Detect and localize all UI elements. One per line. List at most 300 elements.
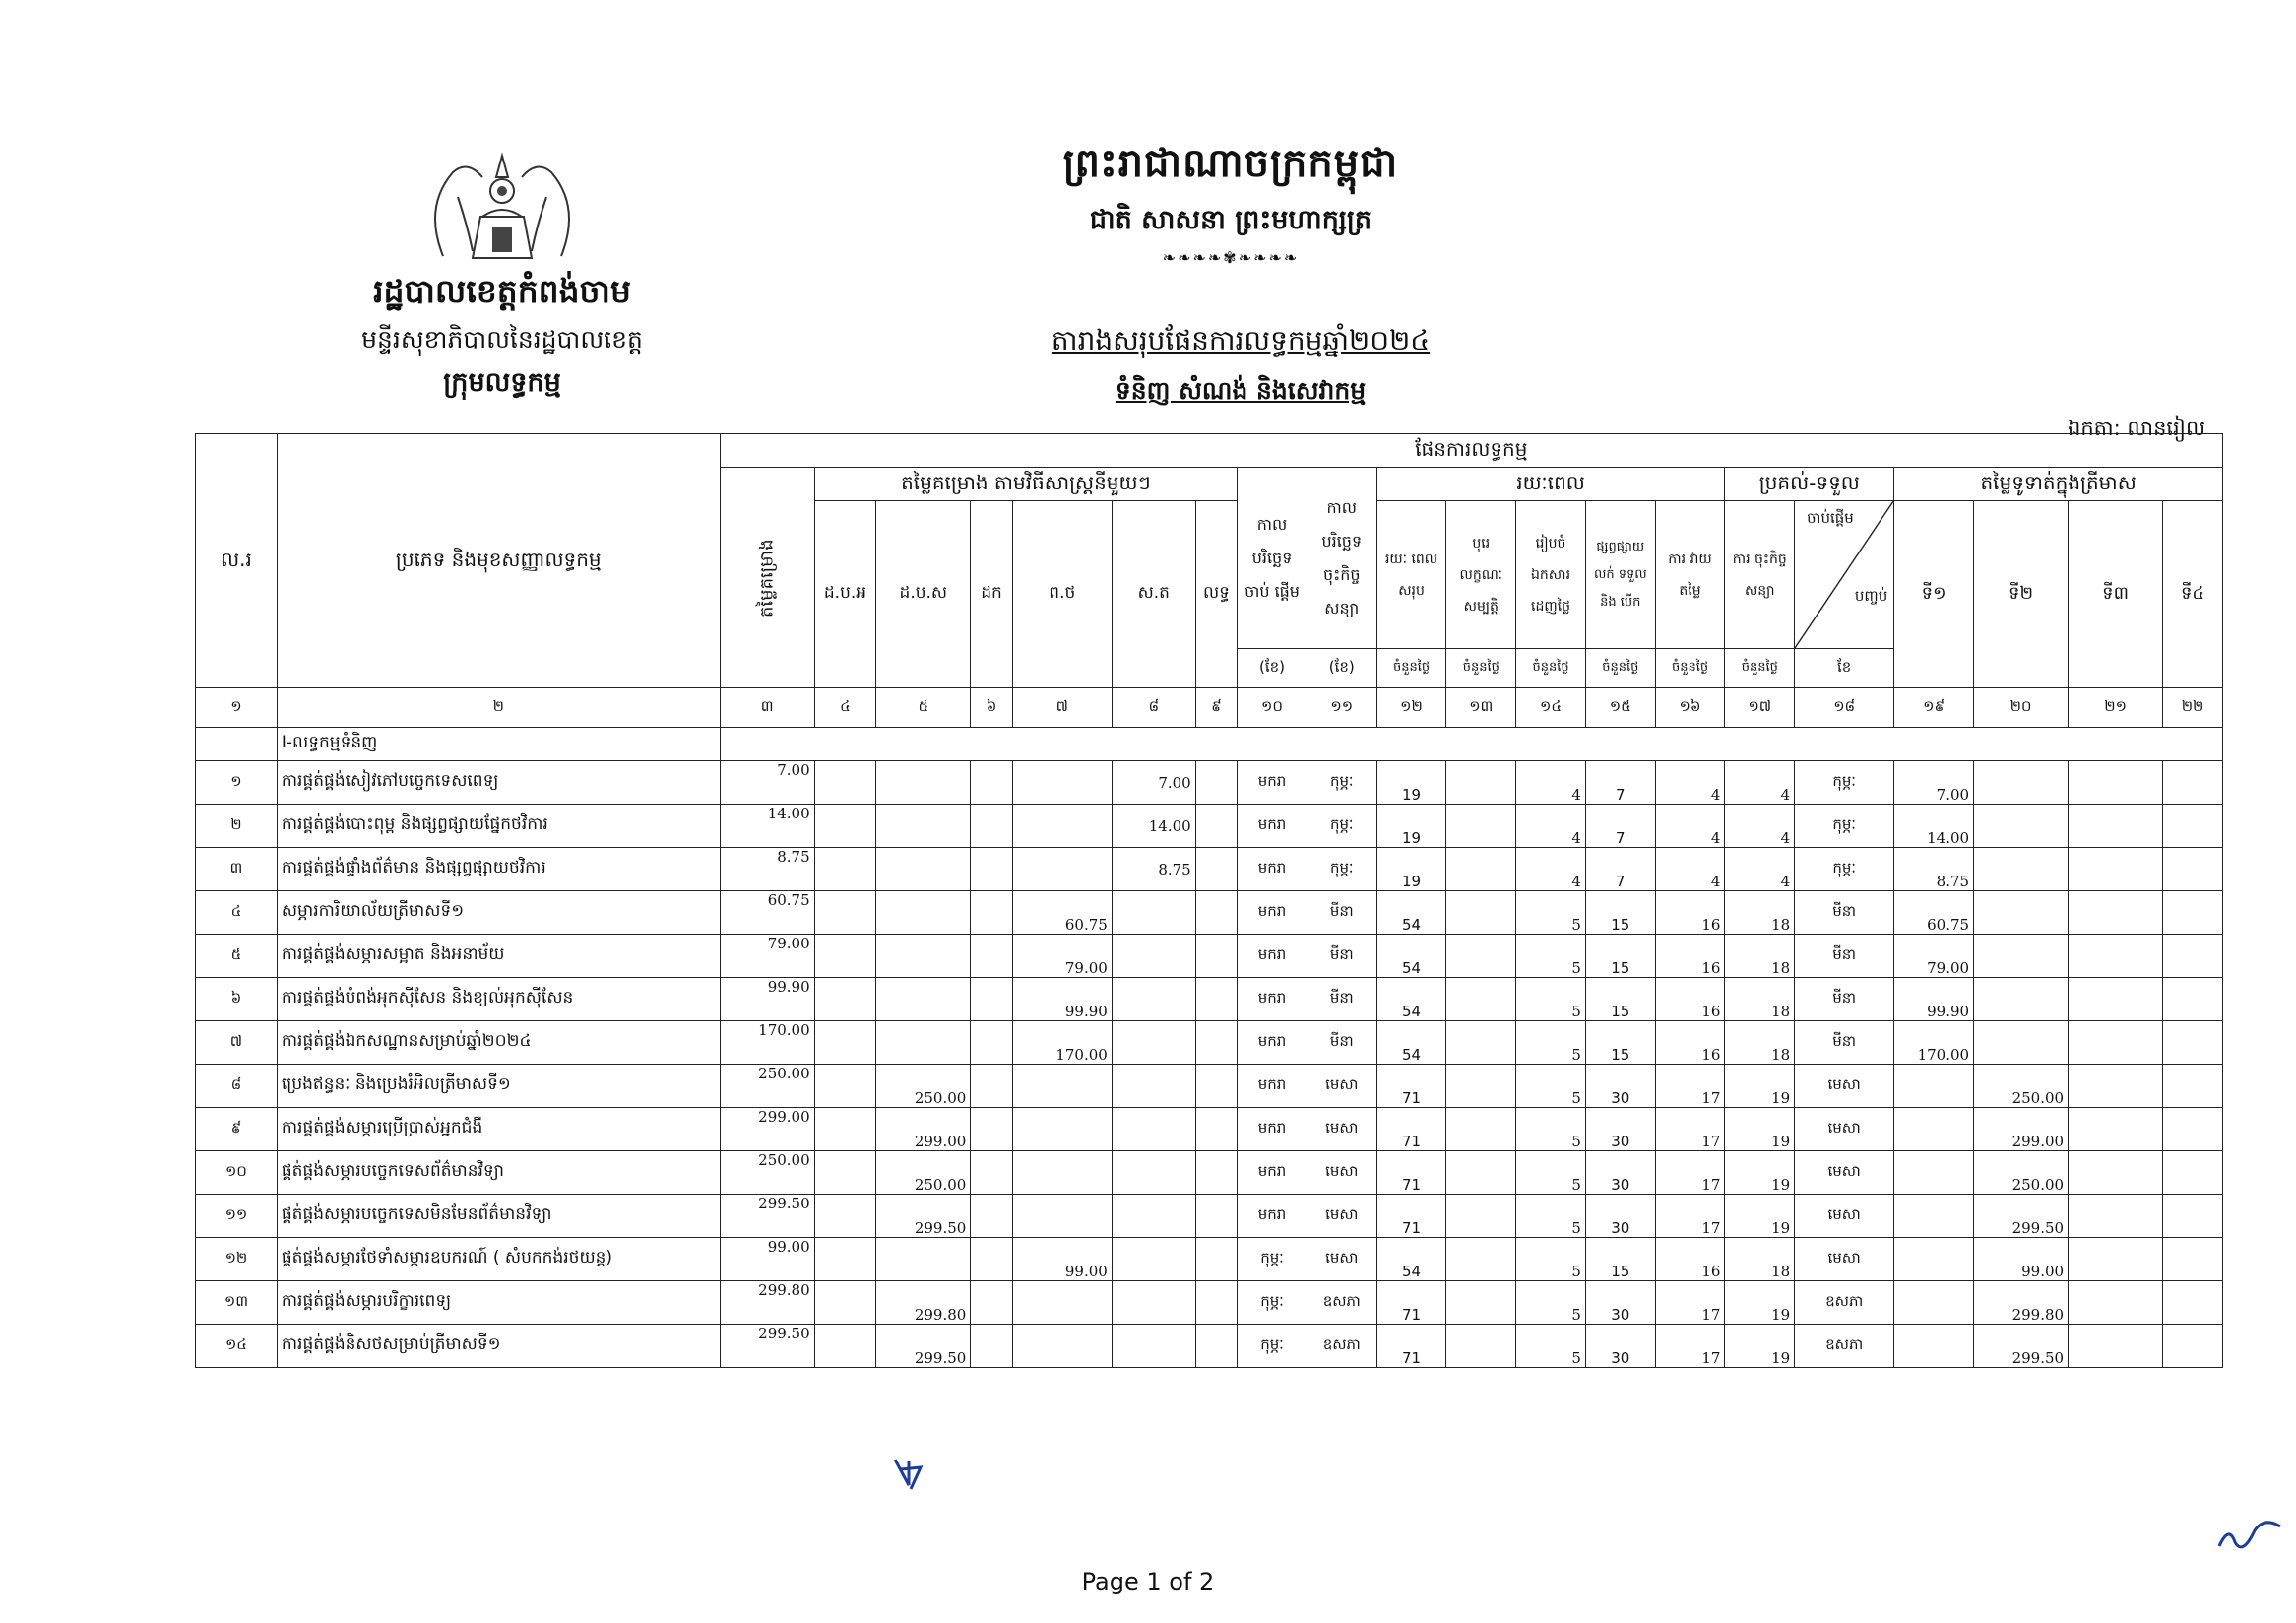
budget-value: 8.75 — [720, 848, 814, 891]
delivery-month: ឧសភា — [1795, 1325, 1894, 1368]
royal-emblem-icon — [414, 148, 591, 264]
item-name: ផ្គត់ផ្គង់សម្ភារបច្ចេកទេសព័ត៌មានវិទ្យា — [277, 1151, 720, 1195]
src-dbs-value: 299.80 — [876, 1281, 971, 1325]
section-title: I-លទ្ធកម្មទំនិញ — [277, 728, 720, 761]
row-number: ២ — [196, 805, 278, 848]
quarter-2-value: 99.00 — [1974, 1238, 2069, 1281]
src-dk-value — [971, 761, 1012, 805]
header-plan: ផែនការលទ្ធកម្ម — [720, 434, 2222, 468]
quarter-2-value — [1974, 935, 2069, 978]
quarter-3-value — [2069, 761, 2163, 805]
column-number-cell: ៥ — [876, 688, 971, 728]
delivery-month: មីនា — [1795, 935, 1894, 978]
delivery-month: មេសា — [1795, 1238, 1894, 1281]
budget-value: 99.00 — [720, 1238, 814, 1281]
duration-total: 54 — [1376, 891, 1446, 935]
column-number-cell: ៣ — [720, 688, 814, 728]
src-dba-value — [814, 935, 876, 978]
src-dk-value — [971, 1151, 1012, 1195]
quarter-1-value — [1894, 1281, 1974, 1325]
quarter-3-value — [2069, 1195, 2163, 1238]
page-number: Page 1 of 2 — [1081, 1568, 1215, 1595]
sign-month: ឧសភា — [1307, 1325, 1376, 1368]
header-sign-unit: (ខែ) — [1307, 649, 1376, 688]
duration-contract: 4 — [1725, 761, 1795, 805]
header-days: ចំនួនថ្ងៃ — [1585, 649, 1655, 688]
budget-value: 99.90 — [720, 978, 814, 1021]
duration-pre — [1446, 761, 1516, 805]
duration-total: 54 — [1376, 1238, 1446, 1281]
item-name: ការផ្គត់ផ្គង់សម្ភារសម្អាត និងអនាម័យ — [277, 935, 720, 978]
duration-pre — [1446, 1021, 1516, 1065]
header-src-pt: ព.ថ — [1012, 501, 1112, 688]
src-lt-value — [1195, 805, 1237, 848]
src-dbs-value — [876, 1021, 971, 1065]
duration-prep: 5 — [1516, 935, 1586, 978]
src-lt-value — [1195, 1065, 1237, 1108]
duration-prep: 5 — [1516, 978, 1586, 1021]
header-q2: ទី២ — [1974, 501, 2069, 688]
budget-value: 60.75 — [720, 891, 814, 935]
duration-prep: 5 — [1516, 1108, 1586, 1151]
quarter-4-value — [2163, 1021, 2223, 1065]
header-sign: កាល បរិច្ឆេទ ចុះកិច្ច សន្យា — [1307, 468, 1376, 649]
delivery-month: មេសា — [1795, 1108, 1894, 1151]
src-dk-value — [971, 805, 1012, 848]
duration-adv: 30 — [1585, 1325, 1655, 1368]
table-row — [196, 1065, 2223, 1108]
quarter-2-value — [1974, 761, 2069, 805]
header-group-source: តម្លៃគម្រោង តាមវិធីសាស្ត្រនីមួយៗ — [814, 468, 1238, 501]
src-dba-value — [814, 1108, 876, 1151]
quarter-1-value — [1894, 1195, 1974, 1238]
duration-prep: 5 — [1516, 1238, 1586, 1281]
item-name: ការផ្គត់ផ្គង់សៀវភៅបច្ចេកទេសពេទ្យ — [277, 761, 720, 805]
header-diag-start: ចាប់ផ្តើម — [1807, 509, 1854, 527]
quarter-1-value: 7.00 — [1894, 761, 1974, 805]
start-month: មករា — [1238, 1195, 1307, 1238]
quarter-4-value — [2163, 1325, 2223, 1368]
duration-total: 71 — [1376, 1195, 1446, 1238]
duration-eval: 16 — [1655, 1021, 1725, 1065]
row-number: ៦ — [196, 978, 278, 1021]
src-st-value — [1112, 935, 1195, 978]
header-dur-pre: បុរេ លក្ខណៈ សម្បត្តិ — [1446, 501, 1516, 649]
delivery-month: ឧសភា — [1795, 1281, 1894, 1325]
src-dk-value — [971, 891, 1012, 935]
src-dba-value — [814, 1325, 876, 1368]
header-q3: ទី៣ — [2069, 501, 2163, 688]
duration-total: 71 — [1376, 1325, 1446, 1368]
quarter-2-value — [1974, 1021, 2069, 1065]
duration-contract: 19 — [1725, 1281, 1795, 1325]
src-pt-value — [1012, 1281, 1112, 1325]
header-month: ខែ — [1795, 649, 1894, 688]
duration-pre — [1446, 848, 1516, 891]
start-month: មករា — [1238, 1108, 1307, 1151]
quarter-3-value — [2069, 848, 2163, 891]
header-dur-eval: ការ វាយ តម្លៃ — [1655, 501, 1725, 649]
duration-total: 19 — [1376, 805, 1446, 848]
quarter-2-value: 299.50 — [1974, 1325, 2069, 1368]
header-dur-prep: រៀបចំ ឯកសារ ដេញថ្លៃ — [1516, 501, 1586, 649]
table-row — [196, 848, 2223, 891]
item-name: ការផ្គត់ផ្គង់សម្ភារបរិក្ខារពេទ្យ — [277, 1281, 720, 1325]
item-name: ការផ្គត់ផ្គង់ផ្ទាំងព័ត៌មាន និងផ្សព្វផ្សាយថវិការ — [277, 848, 720, 891]
src-dk-value — [971, 1238, 1012, 1281]
src-lt-value — [1195, 978, 1237, 1021]
header-days: ចំនួនថ្ងៃ — [1655, 649, 1725, 688]
budget-value: 299.50 — [720, 1325, 814, 1368]
src-st-value — [1112, 978, 1195, 1021]
quarter-2-value: 299.80 — [1974, 1281, 2069, 1325]
start-month: កុម្ភៈ — [1238, 1325, 1307, 1368]
duration-contract: 19 — [1725, 1195, 1795, 1238]
row-number: ១៣ — [196, 1281, 278, 1325]
header-days: ចំនួនថ្ងៃ — [1446, 649, 1516, 688]
duration-prep: 5 — [1516, 891, 1586, 935]
quarter-2-value: 299.00 — [1974, 1108, 2069, 1151]
duration-prep: 5 — [1516, 1021, 1586, 1065]
quarter-4-value — [2163, 1108, 2223, 1151]
duration-adv: 15 — [1585, 1238, 1655, 1281]
quarter-3-value — [2069, 935, 2163, 978]
src-lt-value — [1195, 1195, 1237, 1238]
src-pt-value: 99.00 — [1012, 1238, 1112, 1281]
duration-eval: 16 — [1655, 891, 1725, 935]
row-number: ៨ — [196, 1065, 278, 1108]
budget-value: 250.00 — [720, 1065, 814, 1108]
src-dba-value — [814, 1195, 876, 1238]
quarter-1-value: 99.90 — [1894, 978, 1974, 1021]
document-subtitle: ទំនិញ សំណង់ និងសេវាកម្ម — [1115, 376, 1367, 405]
budget-value: 79.00 — [720, 935, 814, 978]
table-row — [196, 805, 2223, 848]
quarter-2-value — [1974, 891, 2069, 935]
start-month: កុម្ភៈ — [1238, 1281, 1307, 1325]
column-number-cell: ៩ — [1195, 688, 1237, 728]
start-month: កុម្ភៈ — [1238, 1238, 1307, 1281]
src-st-value — [1112, 1238, 1195, 1281]
src-pt-value — [1012, 1108, 1112, 1151]
src-dba-value — [814, 1065, 876, 1108]
item-name: ផ្គត់ផ្គង់សម្ភារបច្ចេកទេសមិនមែនព័ត៌មានវិទ្យា — [277, 1195, 720, 1238]
duration-contract: 4 — [1725, 848, 1795, 891]
quarter-1-value — [1894, 1065, 1974, 1108]
table-body — [196, 761, 2223, 1368]
column-number-cell: ១៩ — [1894, 688, 1974, 728]
quarter-1-value: 8.75 — [1894, 848, 1974, 891]
delivery-month: មីនា — [1795, 1021, 1894, 1065]
unit-note: ឯកតា: លានរៀល — [2068, 417, 2205, 440]
src-pt-value — [1012, 1195, 1112, 1238]
row-number: ១២ — [196, 1238, 278, 1281]
row-number: ៤ — [196, 891, 278, 935]
src-st-value — [1112, 1151, 1195, 1195]
src-dbs-value: 250.00 — [876, 1151, 971, 1195]
src-dba-value — [814, 805, 876, 848]
quarter-1-value — [1894, 1325, 1974, 1368]
duration-contract: 18 — [1725, 1021, 1795, 1065]
src-pt-value — [1012, 805, 1112, 848]
src-dbs-value: 299.00 — [876, 1108, 971, 1151]
src-dbs-value — [876, 805, 971, 848]
row-number: ៣ — [196, 848, 278, 891]
item-name: សម្ភារការិយាល័យត្រីមាសទី១ — [277, 891, 720, 935]
header-days: ចំនួនថ្ងៃ — [1516, 649, 1586, 688]
duration-pre — [1446, 1281, 1516, 1325]
start-month: មករា — [1238, 978, 1307, 1021]
duration-eval: 16 — [1655, 1238, 1725, 1281]
start-month: មករា — [1238, 1151, 1307, 1195]
src-dk-value — [971, 1281, 1012, 1325]
header-group-delivery: ប្រគល់-ទទួល — [1725, 468, 1894, 501]
table-row — [196, 891, 2223, 935]
duration-eval: 17 — [1655, 1065, 1725, 1108]
duration-adv: 15 — [1585, 1021, 1655, 1065]
duration-pre — [1446, 935, 1516, 978]
kingdom-header — [925, 138, 1536, 267]
duration-adv: 30 — [1585, 1281, 1655, 1325]
header-start: កាល បរិច្ឆេទ ចាប់ ផ្តើម — [1238, 468, 1307, 649]
src-pt-value — [1012, 1151, 1112, 1195]
start-month: មករា — [1238, 935, 1307, 978]
header-src-st: ស.ត — [1112, 501, 1195, 688]
sign-month: មីនា — [1307, 1021, 1376, 1065]
duration-eval: 4 — [1655, 761, 1725, 805]
src-lt-value — [1195, 935, 1237, 978]
src-dk-value — [971, 1065, 1012, 1108]
header-src-lt: លទ្ធ — [1195, 501, 1237, 688]
quarter-1-value: 79.00 — [1894, 935, 1974, 978]
header-diagonal — [1795, 501, 1894, 649]
column-number-cell: ៧ — [1012, 688, 1112, 728]
src-st-value: 7.00 — [1112, 761, 1195, 805]
budget-value: 170.00 — [720, 1021, 814, 1065]
duration-prep: 5 — [1516, 1195, 1586, 1238]
quarter-4-value — [2163, 1238, 2223, 1281]
src-lt-value — [1195, 1238, 1237, 1281]
header-src-dbs: ដ.ប.ស — [876, 501, 971, 688]
table-row — [196, 1021, 2223, 1065]
duration-eval: 17 — [1655, 1151, 1725, 1195]
column-number-cell: ១១ — [1307, 688, 1376, 728]
sign-month: មីនា — [1307, 935, 1376, 978]
duration-total: 19 — [1376, 848, 1446, 891]
column-number-cell: ១៤ — [1516, 688, 1586, 728]
sign-month: មេសា — [1307, 1065, 1376, 1108]
start-month: មករា — [1238, 891, 1307, 935]
src-dk-value — [971, 1021, 1012, 1065]
duration-prep: 4 — [1516, 848, 1586, 891]
sign-month: មេសា — [1307, 1195, 1376, 1238]
header-q4: ទី៤ — [2163, 501, 2223, 688]
src-dk-value — [971, 978, 1012, 1021]
quarter-3-value — [2069, 978, 2163, 1021]
budget-value: 299.00 — [720, 1108, 814, 1151]
column-number-cell: ២១ — [2069, 688, 2163, 728]
duration-prep: 5 — [1516, 1065, 1586, 1108]
src-dba-value — [814, 761, 876, 805]
quarter-2-value — [1974, 805, 2069, 848]
duration-pre — [1446, 1195, 1516, 1238]
duration-total: 19 — [1376, 761, 1446, 805]
agency-unit: ក្រុមលទ្ធកម្ម — [443, 367, 561, 398]
quarter-4-value — [2163, 891, 2223, 935]
table-row — [196, 761, 2223, 805]
quarter-1-value: 60.75 — [1894, 891, 1974, 935]
src-pt-value: 79.00 — [1012, 935, 1112, 978]
quarter-3-value — [2069, 1021, 2163, 1065]
src-dbs-value — [876, 761, 971, 805]
src-dbs-value — [876, 935, 971, 978]
header-dur-adv: ផ្សព្វផ្សាយ លក់ ទទួល និង បើក — [1585, 501, 1655, 649]
duration-prep: 5 — [1516, 1281, 1586, 1325]
quarter-1-value — [1894, 1108, 1974, 1151]
sign-month: កុម្ភៈ — [1307, 761, 1376, 805]
src-lt-value — [1195, 891, 1237, 935]
column-number-cell: ១០ — [1238, 688, 1307, 728]
duration-pre — [1446, 1238, 1516, 1281]
delivery-month: មេសា — [1795, 1151, 1894, 1195]
quarter-3-value — [2069, 1325, 2163, 1368]
src-dbs-value — [876, 1238, 971, 1281]
table-row — [196, 1281, 2223, 1325]
delivery-month: មីនា — [1795, 978, 1894, 1021]
duration-adv: 7 — [1585, 848, 1655, 891]
src-st-value — [1112, 1065, 1195, 1108]
column-number-cell: ១៧ — [1725, 688, 1795, 728]
quarter-1-value: 170.00 — [1894, 1021, 1974, 1065]
row-number: ៥ — [196, 935, 278, 978]
src-lt-value — [1195, 1151, 1237, 1195]
duration-pre — [1446, 1151, 1516, 1195]
src-dba-value — [814, 1238, 876, 1281]
delivery-month: កុម្ភៈ — [1795, 848, 1894, 891]
src-dk-value — [971, 1195, 1012, 1238]
sign-month: កុម្ភៈ — [1307, 848, 1376, 891]
table-row — [196, 1151, 2223, 1195]
quarter-4-value — [2163, 1281, 2223, 1325]
quarter-4-value — [2163, 978, 2223, 1021]
src-dba-value — [814, 1281, 876, 1325]
src-dba-value — [814, 1021, 876, 1065]
quarter-2-value: 299.50 — [1974, 1195, 2069, 1238]
header-src-dk: ដក — [971, 501, 1012, 688]
header-no: ល.រ — [196, 434, 278, 688]
src-dba-value — [814, 1151, 876, 1195]
quarter-4-value — [2163, 935, 2223, 978]
quarter-3-value — [2069, 1238, 2163, 1281]
column-number-cell: ១២ — [1376, 688, 1446, 728]
src-lt-value — [1195, 1108, 1237, 1151]
duration-prep: 4 — [1516, 761, 1586, 805]
column-number-cell: ១៣ — [1446, 688, 1516, 728]
table-row — [196, 935, 2223, 978]
table-row — [196, 1325, 2223, 1368]
duration-adv: 7 — [1585, 761, 1655, 805]
src-dk-value — [971, 1325, 1012, 1368]
start-month: មករា — [1238, 761, 1307, 805]
duration-eval: 4 — [1655, 848, 1725, 891]
ornament-divider: ❧❧❧❧✾❧❧❧❧ — [1162, 248, 1300, 267]
quarter-4-value — [2163, 1151, 2223, 1195]
column-number-cell: ២ — [277, 688, 720, 728]
src-lt-value — [1195, 1325, 1237, 1368]
agency-dept: មន្ទីរសុខាភិបាលនៃរដ្ឋបាលខេត្ត — [361, 325, 643, 354]
budget-value: 299.50 — [720, 1195, 814, 1238]
column-number-cell: ១៦ — [1655, 688, 1725, 728]
column-number-cell: ២២ — [2163, 688, 2223, 728]
src-pt-value — [1012, 1325, 1112, 1368]
src-st-value — [1112, 1108, 1195, 1151]
section-row — [196, 728, 2223, 761]
header-start-unit: (ខែ) — [1238, 649, 1307, 688]
src-dk-value — [971, 935, 1012, 978]
item-name: ការផ្គត់ផ្គង់ឯកសណ្ឋានសម្រាប់ឆ្នាំ២០២៤ — [277, 1021, 720, 1065]
duration-eval: 17 — [1655, 1195, 1725, 1238]
header-days: ចំនួនថ្ងៃ — [1725, 649, 1795, 688]
item-name: ការផ្គត់ផ្គង់និសថសម្រាប់ត្រីមាសទី១ — [277, 1325, 720, 1368]
src-st-value — [1112, 1325, 1195, 1368]
initial-mark — [2215, 1517, 2284, 1550]
start-month: មករា — [1238, 1065, 1307, 1108]
quarter-1-value: 14.00 — [1894, 805, 1974, 848]
header-q1: ទី១ — [1894, 501, 1974, 688]
column-number-cell: ៤ — [814, 688, 876, 728]
quarter-2-value — [1974, 848, 2069, 891]
column-number-cell: ៦ — [971, 688, 1012, 728]
column-number-cell: ១៥ — [1585, 688, 1655, 728]
duration-eval: 17 — [1655, 1281, 1725, 1325]
src-dbs-value — [876, 891, 971, 935]
quarter-4-value — [2163, 1195, 2223, 1238]
item-name: ការផ្គត់ផ្គង់បោះពុម្ព និងផ្សព្វផ្សាយផ្នែកថវិការ — [277, 805, 720, 848]
item-name: ប្រេងឥន្ធនៈ និងប្រេងរំអិលត្រីមាសទី១ — [277, 1065, 720, 1108]
duration-contract: 19 — [1725, 1065, 1795, 1108]
duration-pre — [1446, 978, 1516, 1021]
quarter-4-value — [2163, 1065, 2223, 1108]
budget-value: 14.00 — [720, 805, 814, 848]
duration-adv: 15 — [1585, 978, 1655, 1021]
quarter-2-value: 250.00 — [1974, 1065, 2069, 1108]
header-delivery-sign: ការ ចុះកិច្ច សន្យា — [1725, 501, 1795, 649]
sign-month: មេសា — [1307, 1151, 1376, 1195]
src-dbs-value: 299.50 — [876, 1325, 971, 1368]
row-number: ១០ — [196, 1151, 278, 1195]
kingdom-motto: ជាតិ សាសនា ព្រះមហាក្សត្រ — [1089, 205, 1372, 235]
duration-contract: 19 — [1725, 1151, 1795, 1195]
quarter-3-value — [2069, 1108, 2163, 1151]
duration-pre — [1446, 1108, 1516, 1151]
budget-value: 7.00 — [720, 761, 814, 805]
duration-prep: 4 — [1516, 805, 1586, 848]
src-lt-value — [1195, 1281, 1237, 1325]
sign-month: មីនា — [1307, 891, 1376, 935]
duration-eval: 16 — [1655, 978, 1725, 1021]
quarter-4-value — [2163, 848, 2223, 891]
duration-total: 54 — [1376, 935, 1446, 978]
src-st-value — [1112, 891, 1195, 935]
src-st-value: 8.75 — [1112, 848, 1195, 891]
delivery-month: មីនា — [1795, 891, 1894, 935]
src-dba-value — [814, 978, 876, 1021]
duration-adv: 7 — [1585, 805, 1655, 848]
duration-prep: 5 — [1516, 1325, 1586, 1368]
src-st-value — [1112, 1021, 1195, 1065]
column-number-cell: ៨ — [1112, 688, 1195, 728]
quarter-3-value — [2069, 1151, 2163, 1195]
